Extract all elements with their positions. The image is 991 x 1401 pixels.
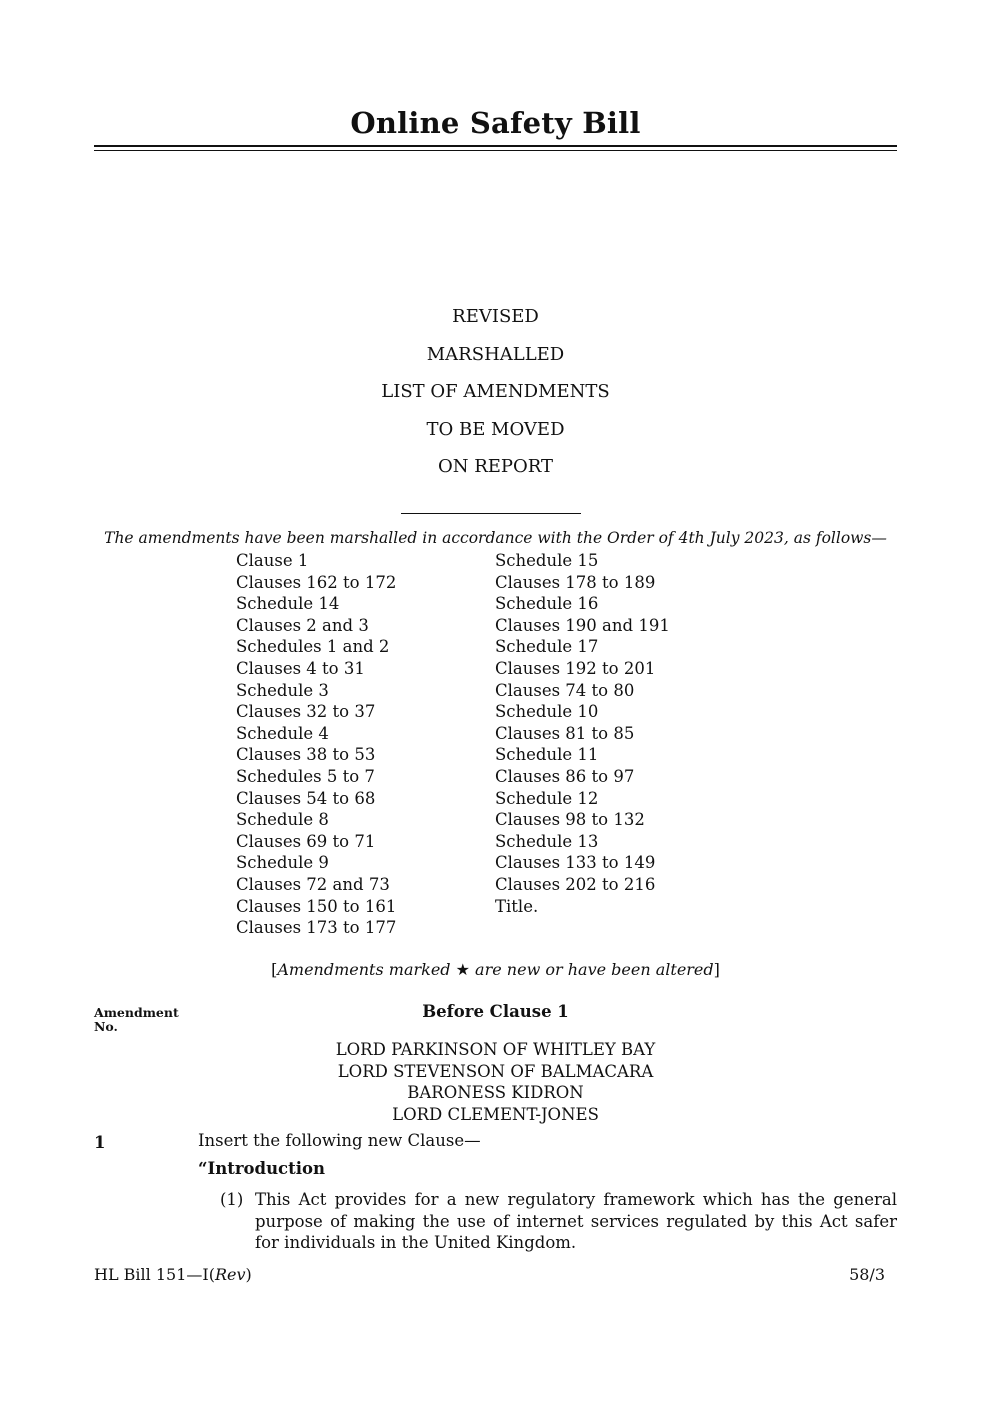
order-list-right bbox=[495, 550, 670, 917]
order-item: Schedule 10 bbox=[495, 702, 599, 722]
heading-line: MARSHALLED bbox=[426, 343, 565, 365]
order-item: Clauses 81 to 85 bbox=[495, 723, 635, 743]
amendments-note bbox=[94, 960, 897, 979]
subsection bbox=[220, 1189, 897, 1254]
order-item: Schedule 9 bbox=[236, 853, 329, 873]
order-item: Clauses 72 and 73 bbox=[236, 874, 390, 894]
order-item: Clauses 69 to 71 bbox=[236, 831, 376, 851]
order-item: Clauses 133 to 149 bbox=[495, 853, 656, 873]
star-icon: ★ bbox=[455, 960, 470, 979]
note-bracket-open: [ bbox=[271, 960, 278, 979]
bill-ref-close: ) bbox=[245, 1265, 252, 1284]
order-item: Schedules 1 and 2 bbox=[236, 637, 390, 657]
amendment-label-line: No. bbox=[94, 1019, 118, 1034]
order-item: Schedule 11 bbox=[495, 745, 599, 765]
order-item: Schedule 16 bbox=[495, 594, 599, 614]
order-item: Clauses 2 and 3 bbox=[236, 615, 369, 635]
order-item: Schedule 14 bbox=[236, 594, 340, 614]
new-clause-title: “Introduction bbox=[198, 1159, 325, 1178]
note-text-end: are new or have been altered bbox=[469, 960, 714, 979]
order-item: Schedule 17 bbox=[495, 637, 599, 657]
order-item: Clauses 150 to 161 bbox=[236, 896, 397, 916]
amendment-number: 1 bbox=[94, 1133, 106, 1152]
list-heading bbox=[94, 306, 897, 494]
note-text-start: Amendments marked bbox=[277, 960, 456, 979]
subsection-text: This Act provides for a new regulatory framework which has the general purpose of making the use of internet services regulated by this Act safer for individuals in the United Kingdom. bbox=[255, 1190, 897, 1253]
amendment-label-line: Amendment bbox=[94, 1005, 179, 1020]
order-item: Clauses 32 to 37 bbox=[236, 702, 376, 722]
order-item: Clauses 38 to 53 bbox=[236, 745, 376, 765]
heading-line: ON REPORT bbox=[437, 456, 554, 477]
order-item: Schedule 15 bbox=[495, 551, 599, 570]
heading-line: REVISED bbox=[452, 306, 539, 327]
sponsor-name: LORD CLEMENT-JONES bbox=[392, 1104, 599, 1124]
amendment-instruction: Insert the following new Clause— bbox=[198, 1131, 481, 1150]
order-item: Schedules 5 to 7 bbox=[236, 766, 375, 786]
order-item: Clauses 74 to 80 bbox=[495, 680, 635, 700]
bill-ref-rev: Rev bbox=[214, 1265, 246, 1284]
sponsor-list bbox=[94, 1039, 897, 1125]
order-item: Clause 1 bbox=[236, 551, 309, 570]
order-item: Title. bbox=[495, 896, 539, 916]
order-item: Clauses 4 to 31 bbox=[236, 658, 365, 678]
order-item: Clauses 162 to 172 bbox=[236, 572, 397, 592]
heading-line: LIST OF AMENDMENTS bbox=[381, 381, 610, 402]
order-item: Schedule 12 bbox=[495, 788, 599, 808]
order-item: Schedule 3 bbox=[236, 680, 329, 700]
order-item: Clauses 202 to 216 bbox=[495, 874, 656, 894]
bill-reference bbox=[94, 1265, 252, 1284]
order-item: Clauses 190 and 191 bbox=[495, 615, 670, 635]
bill-ref-text: HL Bill 151—I( bbox=[94, 1265, 215, 1284]
sponsor-name: LORD PARKINSON OF WHITLEY BAY bbox=[335, 1040, 656, 1059]
order-item: Clauses 98 to 132 bbox=[495, 810, 645, 830]
order-list-left bbox=[236, 550, 396, 939]
sponsor-name: BARONESS KIDRON bbox=[407, 1083, 584, 1103]
section-heading: Before Clause 1 bbox=[422, 1002, 569, 1021]
order-intro: The amendments have been marshalled in accordance with the Order of 4th July 2023, as follows— bbox=[104, 529, 887, 547]
order-item: Clauses 86 to 97 bbox=[495, 766, 635, 786]
note-bracket-close: ] bbox=[713, 960, 720, 979]
order-item: Clauses 178 to 189 bbox=[495, 572, 656, 592]
order-item: Schedule 4 bbox=[236, 723, 329, 743]
title-rule bbox=[94, 145, 897, 147]
sponsor-name: LORD STEVENSON OF BALMACARA bbox=[337, 1061, 654, 1081]
heading-line: TO BE MOVED bbox=[426, 418, 565, 440]
order-item: Clauses 54 to 68 bbox=[236, 788, 376, 808]
page-reference: 58/3 bbox=[849, 1265, 885, 1284]
bill-title: Online Safety Bill bbox=[350, 106, 641, 140]
order-item: Schedule 8 bbox=[236, 810, 329, 830]
order-item: Clauses 173 to 177 bbox=[236, 918, 397, 938]
subsection-number: (1) bbox=[220, 1190, 244, 1209]
order-item: Clauses 192 to 201 bbox=[495, 658, 656, 678]
title-rule-thin bbox=[94, 150, 897, 151]
heading-divider bbox=[401, 513, 581, 514]
order-item: Schedule 13 bbox=[495, 831, 599, 851]
